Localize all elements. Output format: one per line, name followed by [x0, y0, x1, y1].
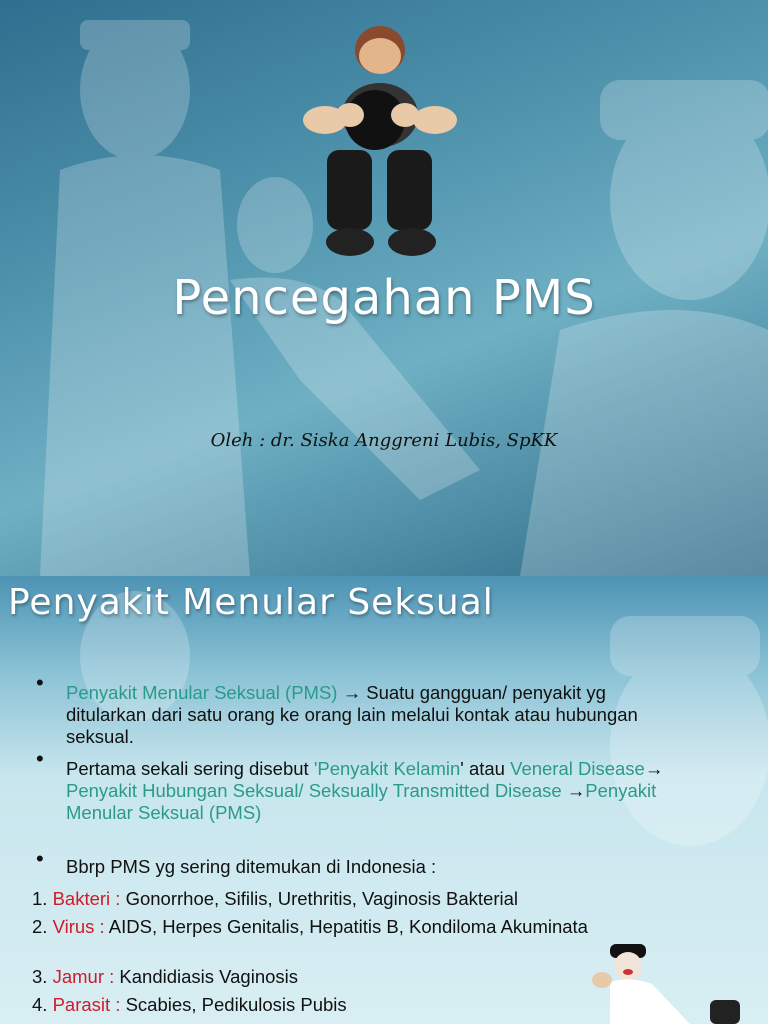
list-item	[32, 966, 752, 988]
history-intro: Pertama sekali sering disebut	[66, 758, 314, 779]
cartoon-character-illustration	[295, 20, 470, 265]
term-veneral-disease: Veneral Disease	[510, 758, 645, 779]
list-text: Scabies, Pedikulosis Pubis	[120, 994, 347, 1015]
list-number: 3.	[32, 966, 48, 987]
pms-definition: → Suatu gangguan/ penyakit yg ditularkan dari satu orang ke orang lain melalui kontak atau hubungan seksual.	[66, 682, 638, 747]
author-line: Oleh : dr. Siska Anggreni Lubis, SpKK	[210, 430, 558, 451]
list-item	[32, 916, 592, 938]
list-label: Jamur :	[52, 966, 115, 987]
list-label: Bakteri :	[52, 888, 121, 909]
history-connector: ' atau	[460, 758, 511, 779]
list-number: 4.	[32, 994, 48, 1015]
list-text: AIDS, Herpes Genitalis, Hepatitis B, Kondiloma Akuminata	[104, 916, 588, 937]
arrow-icon: →	[561, 780, 586, 801]
slide-heading: Penyakit Menular Seksual	[8, 582, 494, 623]
arrow-icon: →	[644, 758, 664, 779]
list-number: 2.	[32, 916, 48, 937]
bullet-point: •	[36, 746, 44, 771]
bullet-list-intro: Bbrp PMS yg sering ditemukan di Indonesia :	[66, 856, 437, 877]
list-label: Parasit :	[52, 994, 121, 1015]
term-phs-std: Penyakit Hubungan Seksual/ Seksually Transmitted Disease	[66, 780, 562, 801]
list-item	[32, 994, 752, 1016]
bullet-history	[66, 758, 666, 824]
list-number: 1.	[32, 888, 48, 909]
term-penyakit-kelamin: 'Penyakit Kelamin	[313, 758, 461, 779]
pms-term: Penyakit Menular Seksual (PMS)	[66, 682, 338, 703]
term-pms: Penyakit Menular Seksual (PMS)	[66, 780, 657, 823]
list-item	[32, 888, 752, 910]
slide-title-text: Pencegahan PMS	[172, 270, 596, 326]
list-text: Gonorrhoe, Sifilis, Urethritis, Vaginosis Bakterial	[120, 888, 518, 909]
bullet-point: •	[36, 846, 44, 871]
list-text: Kandidiasis Vaginosis	[114, 966, 299, 987]
list-label: Virus :	[52, 916, 105, 937]
bullet-definition	[66, 682, 666, 748]
bullet-point: •	[36, 670, 44, 695]
